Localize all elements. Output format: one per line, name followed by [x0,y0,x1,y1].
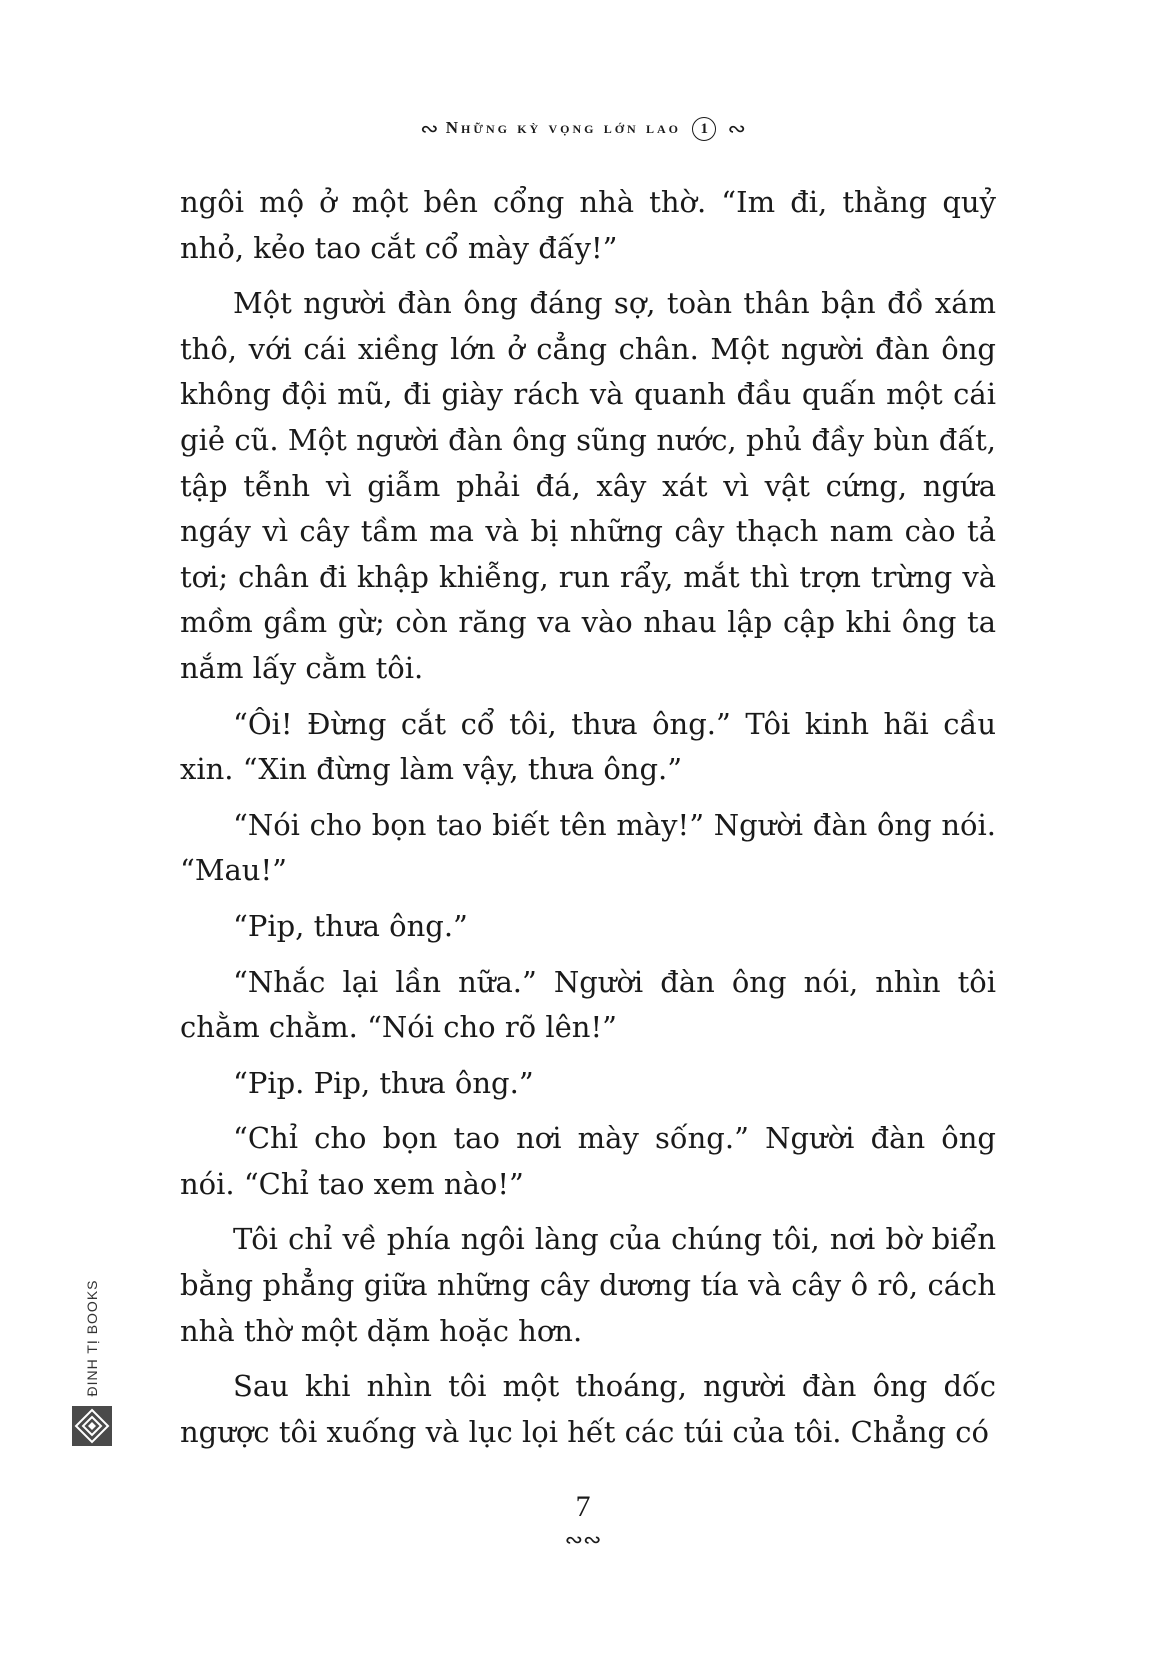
right-ornament-icon: ∾ [727,116,746,141]
paragraph: “Chỉ cho bọn tao nơi mày sống.” Người đàn ông nói. “Chỉ tao xem nào!” [180,1121,996,1201]
paragraph: “Pip, thưa ông.” [233,908,468,943]
paragraph: Tôi chỉ về phía ngôi làng của chúng tôi, nơi bờ biển bằng phẳng giữa những cây dương tía và cây ô rô, cách nhà thờ một dặm hoặc hơn. [180,1222,996,1348]
paragraph: “Nhắc lại lần nữa.” Người đàn ông nói, nhìn tôi chằm chằm. “Nói cho rõ lên!” [180,964,996,1045]
body-text [180,180,996,1465]
publisher-logo-icon [72,1406,112,1446]
volume-badge: 1 [692,117,716,141]
publisher-mark [70,1279,114,1452]
page-number: 7 [575,1490,591,1523]
running-header [0,116,1166,142]
paragraph: ngôi mộ ở một bên cổng nhà thờ. “Im đi, thằng quỷ nhỏ, kẻo tao cắt cổ mày đấy!” [180,185,996,265]
paragraph: Sau khi nhìn tôi một thoáng, người đàn ông dốc ngược tôi xuống và lục lọi hết các túi của tôi. Chẳng có [180,1369,996,1449]
book-title: Những kỳ vọng lớn lao [445,118,681,137]
paragraph: Một người đàn ông đáng sợ, toàn thân bận đồ xám thô, với cái xiềng lớn ở cẳng chân. Một người đàn ông không đội mũ, đi giày rách và quanh đầu quấn một cái giẻ cũ. Một người đàn ông sũng nước, phủ đầy bùn đất, tập tễnh vì giẫm phải đá, xây xát vì vật cứng, ngứa ngáy vì cây tầm ma và bị những cây thạch nam cào tả tơi; chân đi khập khiễng, run rẩy, mắt thì trợn trừng và mồm gầm gừ; còn răng va vào nhau lập cập khi ông ta nắm lấy cằm tôi. [180,286,996,685]
left-ornament-icon: ∾ [420,116,439,141]
paragraph: “Nói cho bọn tao biết tên mày!” Người đàn ông nói. “Mau!” [180,807,996,888]
publisher-name: ĐINH TỊ BOOKS [84,1279,100,1397]
paragraph: “Ôi! Đừng cắt cổ tôi, thưa ông.” Tôi kinh hãi cầu xin. “Xin đừng làm vậy, thưa ông.” [180,706,996,787]
footer-ornament-icon: ∾∾ [564,1528,602,1553]
paragraph: “Pip. Pip, thưa ông.” [233,1065,534,1100]
